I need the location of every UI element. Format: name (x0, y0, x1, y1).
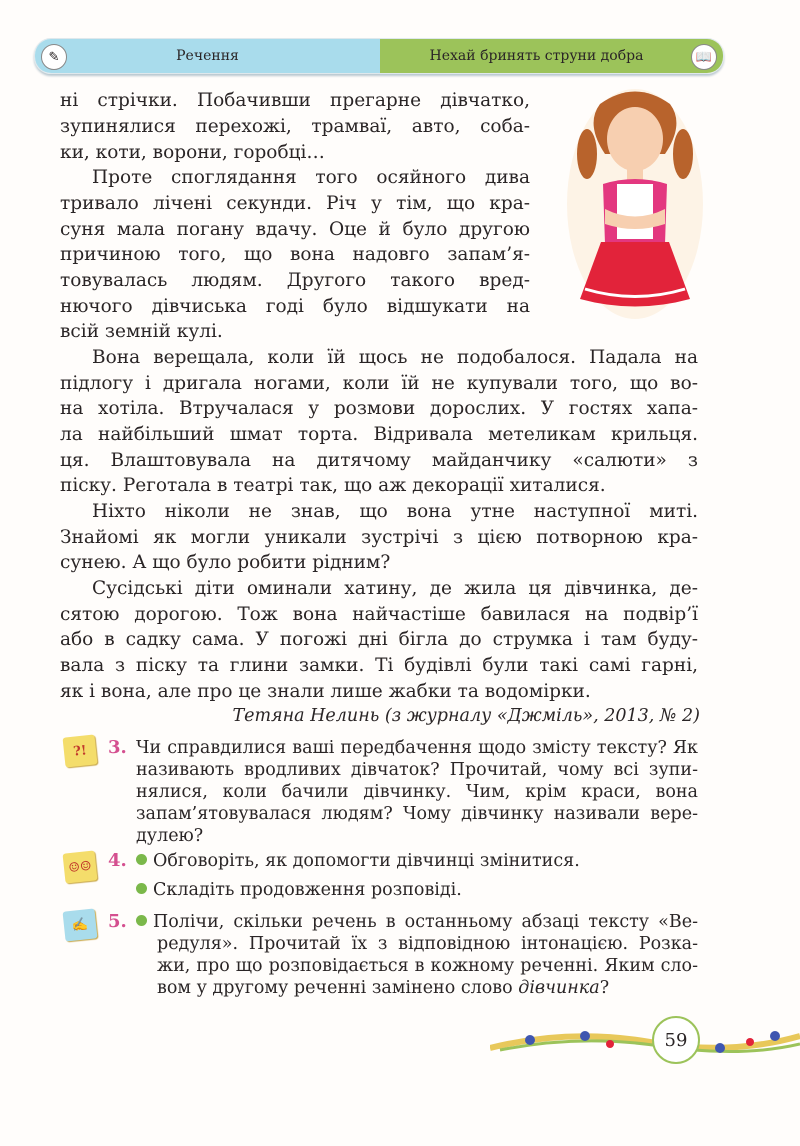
text-line: сятою дорогою. Тож вона найчастіше бавилася на подвір’ї (60, 604, 698, 625)
bullet-icon (136, 915, 147, 926)
text-line: товувалась людям. Другого такого вред- (60, 270, 530, 291)
bullet-icon (136, 883, 147, 894)
text-line: нючого дівчиська годі було відшукати на (60, 296, 530, 317)
text-line: як і вона, але про це знали лише жабки та водомірки. (60, 681, 591, 702)
line-text: Полічи, скільки речень в останньому абзаці тексту «Ве- (153, 912, 698, 932)
text-line: сунею. А що було робити рідним? (60, 552, 391, 573)
floral-ornament (490, 1018, 800, 1062)
text-line: ла найбільший шмат торта. Відривала метеликам крильця. (60, 424, 698, 445)
bullet-text: Складіть продовження розповіді. (153, 880, 462, 900)
page-number: 59 (652, 1016, 700, 1064)
task-5-line (157, 977, 609, 999)
text-line: Ніхто ніколи не знав, що вона утне наступної миті. (92, 501, 698, 522)
task-number: 5. (108, 911, 127, 932)
text-line: Сусідські діти оминали хатину, де жила ця дівчинка, де- (92, 578, 698, 599)
girl-illustration (565, 84, 705, 320)
task-3-line: запам’ятовувалася людям? Чому дівчинку називали вере- (136, 804, 698, 824)
text-line: ця. Влаштовувала на дитячому майданчику «салюти» з (60, 450, 698, 471)
text-line: вала з піску та глини замки. Ті будівлі були такі самі гарні, (60, 655, 698, 676)
bullet-icon (136, 854, 147, 865)
section-title: Речення (176, 48, 239, 64)
task-3-line: нялися, коли бачили дівчинку. Чим, крім краси, вона (136, 782, 698, 802)
author-credit: Тетяна Нелинь (з журналу «Джміль», 2013, № 2) (232, 706, 700, 726)
section-banner (35, 39, 380, 73)
task-3-line: називають вродливих дівчаток? Прочитай, чому всі зупи- (136, 760, 698, 780)
task-3-line: дулею? (136, 826, 204, 846)
task-number: 4. (108, 850, 127, 871)
text-line: підлогу і дригала ногами, коли їй не купували того, що во- (60, 373, 698, 394)
text-line: всій земній кулі. (60, 321, 223, 342)
task-5-line: жи, про що розповідається в кожному реченні. Яким сло- (157, 956, 698, 976)
italic-word: дівчинка (518, 978, 600, 998)
think-icon: ?! (63, 734, 98, 767)
text-line: Проте споглядання того осяйного дива (92, 167, 530, 188)
text-line: Вона верещала, коли їй щось не подобалося. Падала на (92, 347, 698, 368)
text-line: піску. Реготала в театрі так, що аж декорації хиталися. (60, 475, 606, 496)
line-end: ? (599, 978, 610, 998)
discuss-icon: ☺☺ (63, 850, 98, 883)
text-line: ні стрічки. Побачивши прегарне дівчатко, (60, 90, 530, 111)
pen-icon: ✎ (41, 44, 67, 70)
book-icon: 📖 (691, 44, 717, 70)
text-line: на хотіла. Втручалася у розмови дорослих. У гостях хапа- (60, 398, 698, 419)
task-4-bullet (136, 850, 580, 872)
page-header (34, 38, 724, 74)
task-5-line (136, 911, 698, 933)
bullet-text: Обговоріть, як допомогти дівчинці змінитися. (153, 851, 580, 871)
text-line: причиною того, що вона надовго запам’я- (60, 244, 530, 265)
topic-title: Нехай бринять струни добра (429, 48, 644, 64)
text-line: Знайомі як могли уникали зустрічі з цією потворною кра- (60, 527, 698, 548)
write-icon: ✍ (63, 908, 98, 941)
text-line: ки, коти, ворони, горобці… (60, 142, 325, 163)
task-4-bullet (136, 879, 462, 901)
task-5-line: редуля». Прочитай їх з відповідною інтонацією. Розка- (157, 934, 698, 954)
topic-banner (380, 39, 723, 73)
task-3-line: Чи справдилися ваші передбачення щодо змісту тексту? Як (136, 738, 698, 758)
line-text: вом у другому реченні замінено слово (157, 978, 519, 998)
text-line: суня мала погану вдачу. Оце й було другою (60, 219, 530, 240)
text-line: або в садку сама. У погожі дні бігла до струмка і там буду- (60, 629, 698, 650)
text-line: зупинялися перехожі, трамваї, авто, соба- (60, 116, 530, 137)
text-line: тривало лічені секунди. Річ у тім, що кра- (60, 193, 530, 214)
task-number: 3. (108, 737, 127, 758)
